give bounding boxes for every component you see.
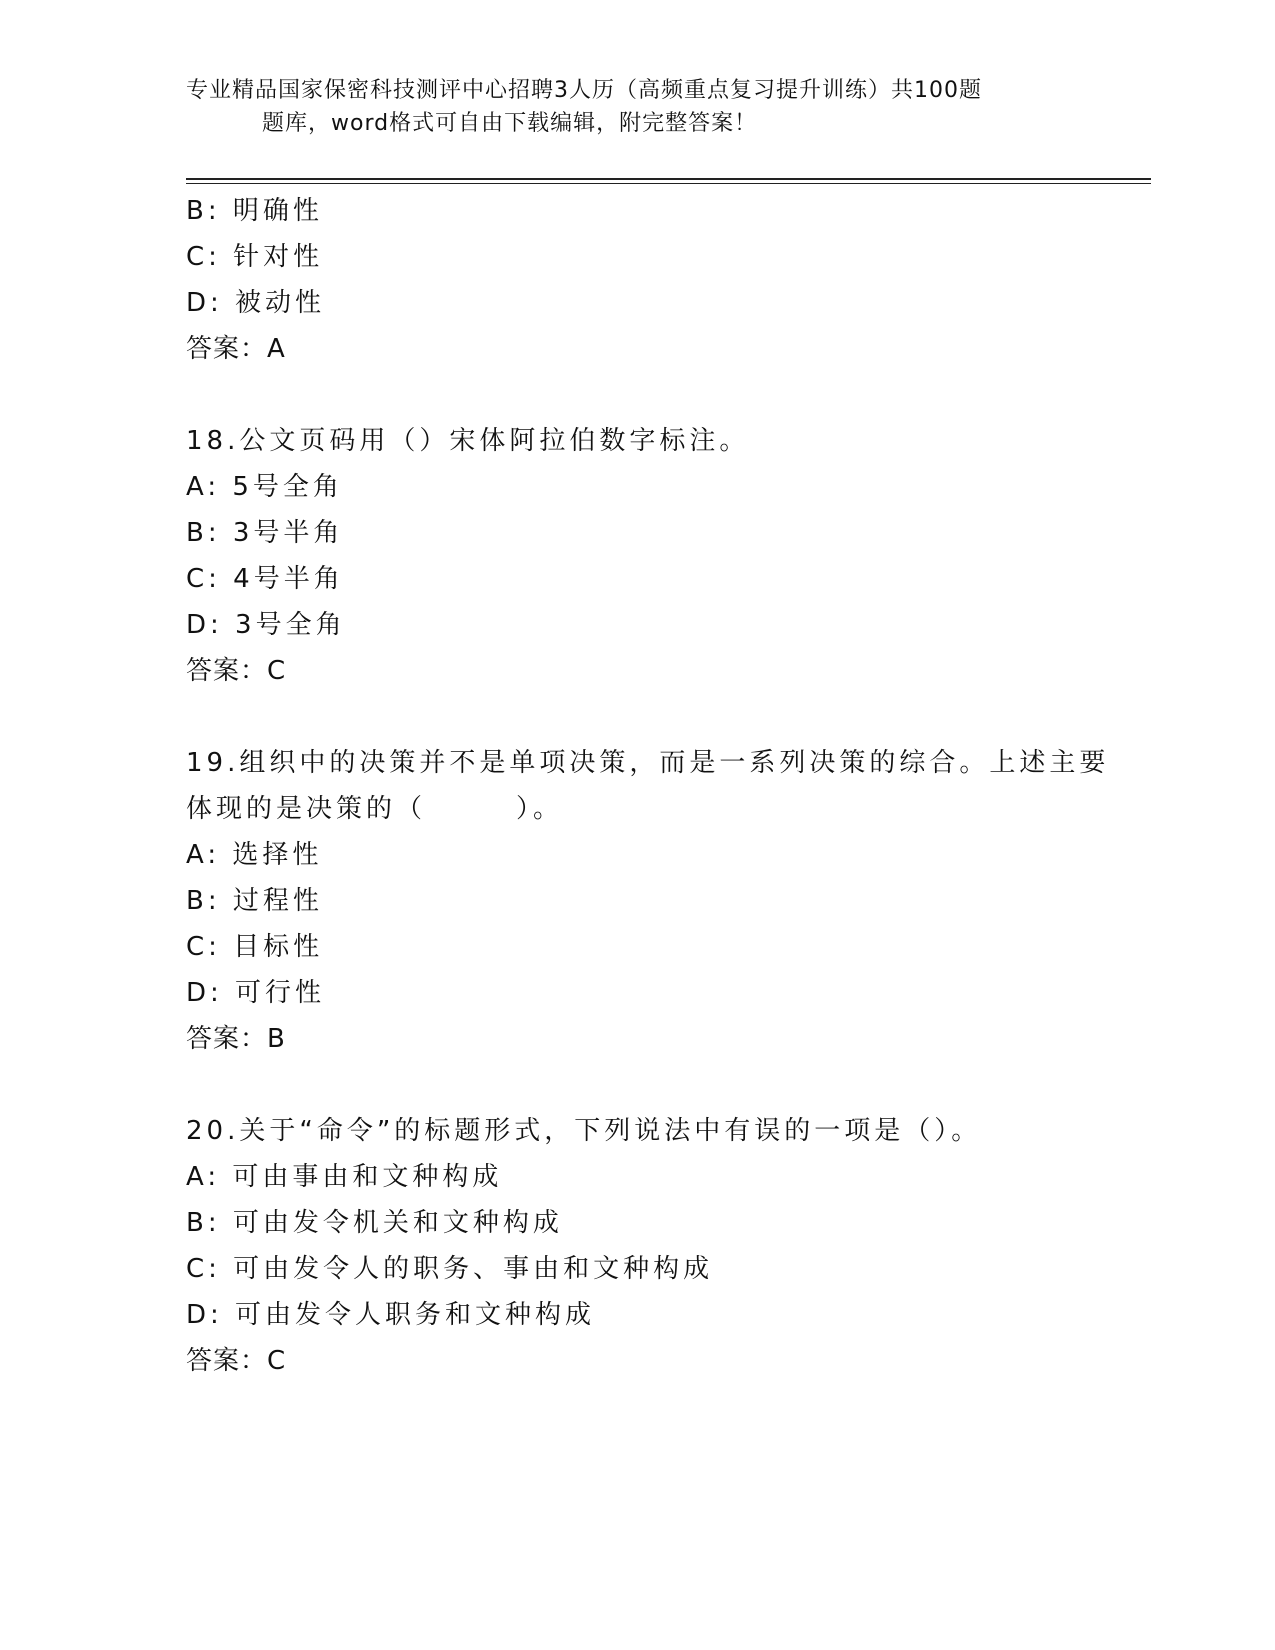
document-header [186,74,1066,140]
option-a: A: 选择性 [186,840,323,870]
answer: 答案：B [186,1024,286,1054]
option-c: C: 可由发令人的职务、事由和文种构成 [186,1254,714,1284]
option-d: D: 3号全角 [186,610,346,640]
question-text: 18.公文页码用（）宋体阿拉伯数字标注。 [186,426,750,456]
question-19 [186,740,1110,1062]
header-divider [186,178,1151,184]
option-a: A: 可由事由和文种构成 [186,1162,503,1192]
option-c: C: 目标性 [186,932,324,962]
header-title-line-2: 题库，word格式可自由下载编辑，附完整答案！ [262,111,758,136]
header-title-line-1: 专业精品国家保密科技测评中心招聘3人历（高频重点复习提升训练）共100题 [186,78,982,103]
option-d: D: 可行性 [186,978,326,1008]
answer: 答案：A [186,334,286,364]
question-17-tail [186,188,1086,372]
option-b: B: 明确性 [186,196,323,226]
question-18 [186,418,1086,694]
option-c: C: 4号半角 [186,564,344,594]
answer: 答案：C [186,1346,287,1376]
question-text-line-1: 19.组织中的决策并不是单项决策，而是一系列决策的综合。上述主要 [186,748,1110,778]
answer: 答案：C [186,656,287,686]
question-text-line-2: 体现的是决策的（ ）。 [186,794,564,824]
question-list [186,188,1110,1384]
option-d: D: 可由发令人职务和文种构成 [186,1300,596,1330]
option-b: B: 过程性 [186,886,323,916]
option-b: B: 可由发令机关和文种构成 [186,1208,563,1238]
option-a: A: 5号全角 [186,472,343,502]
option-c: C: 针对性 [186,242,324,272]
question-20 [186,1108,1086,1384]
option-d: D: 被动性 [186,288,326,318]
option-b: B: 3号半角 [186,518,344,548]
question-text: 20.关于“命令”的标题形式，下列说法中有误的一项是（）。 [186,1116,982,1146]
